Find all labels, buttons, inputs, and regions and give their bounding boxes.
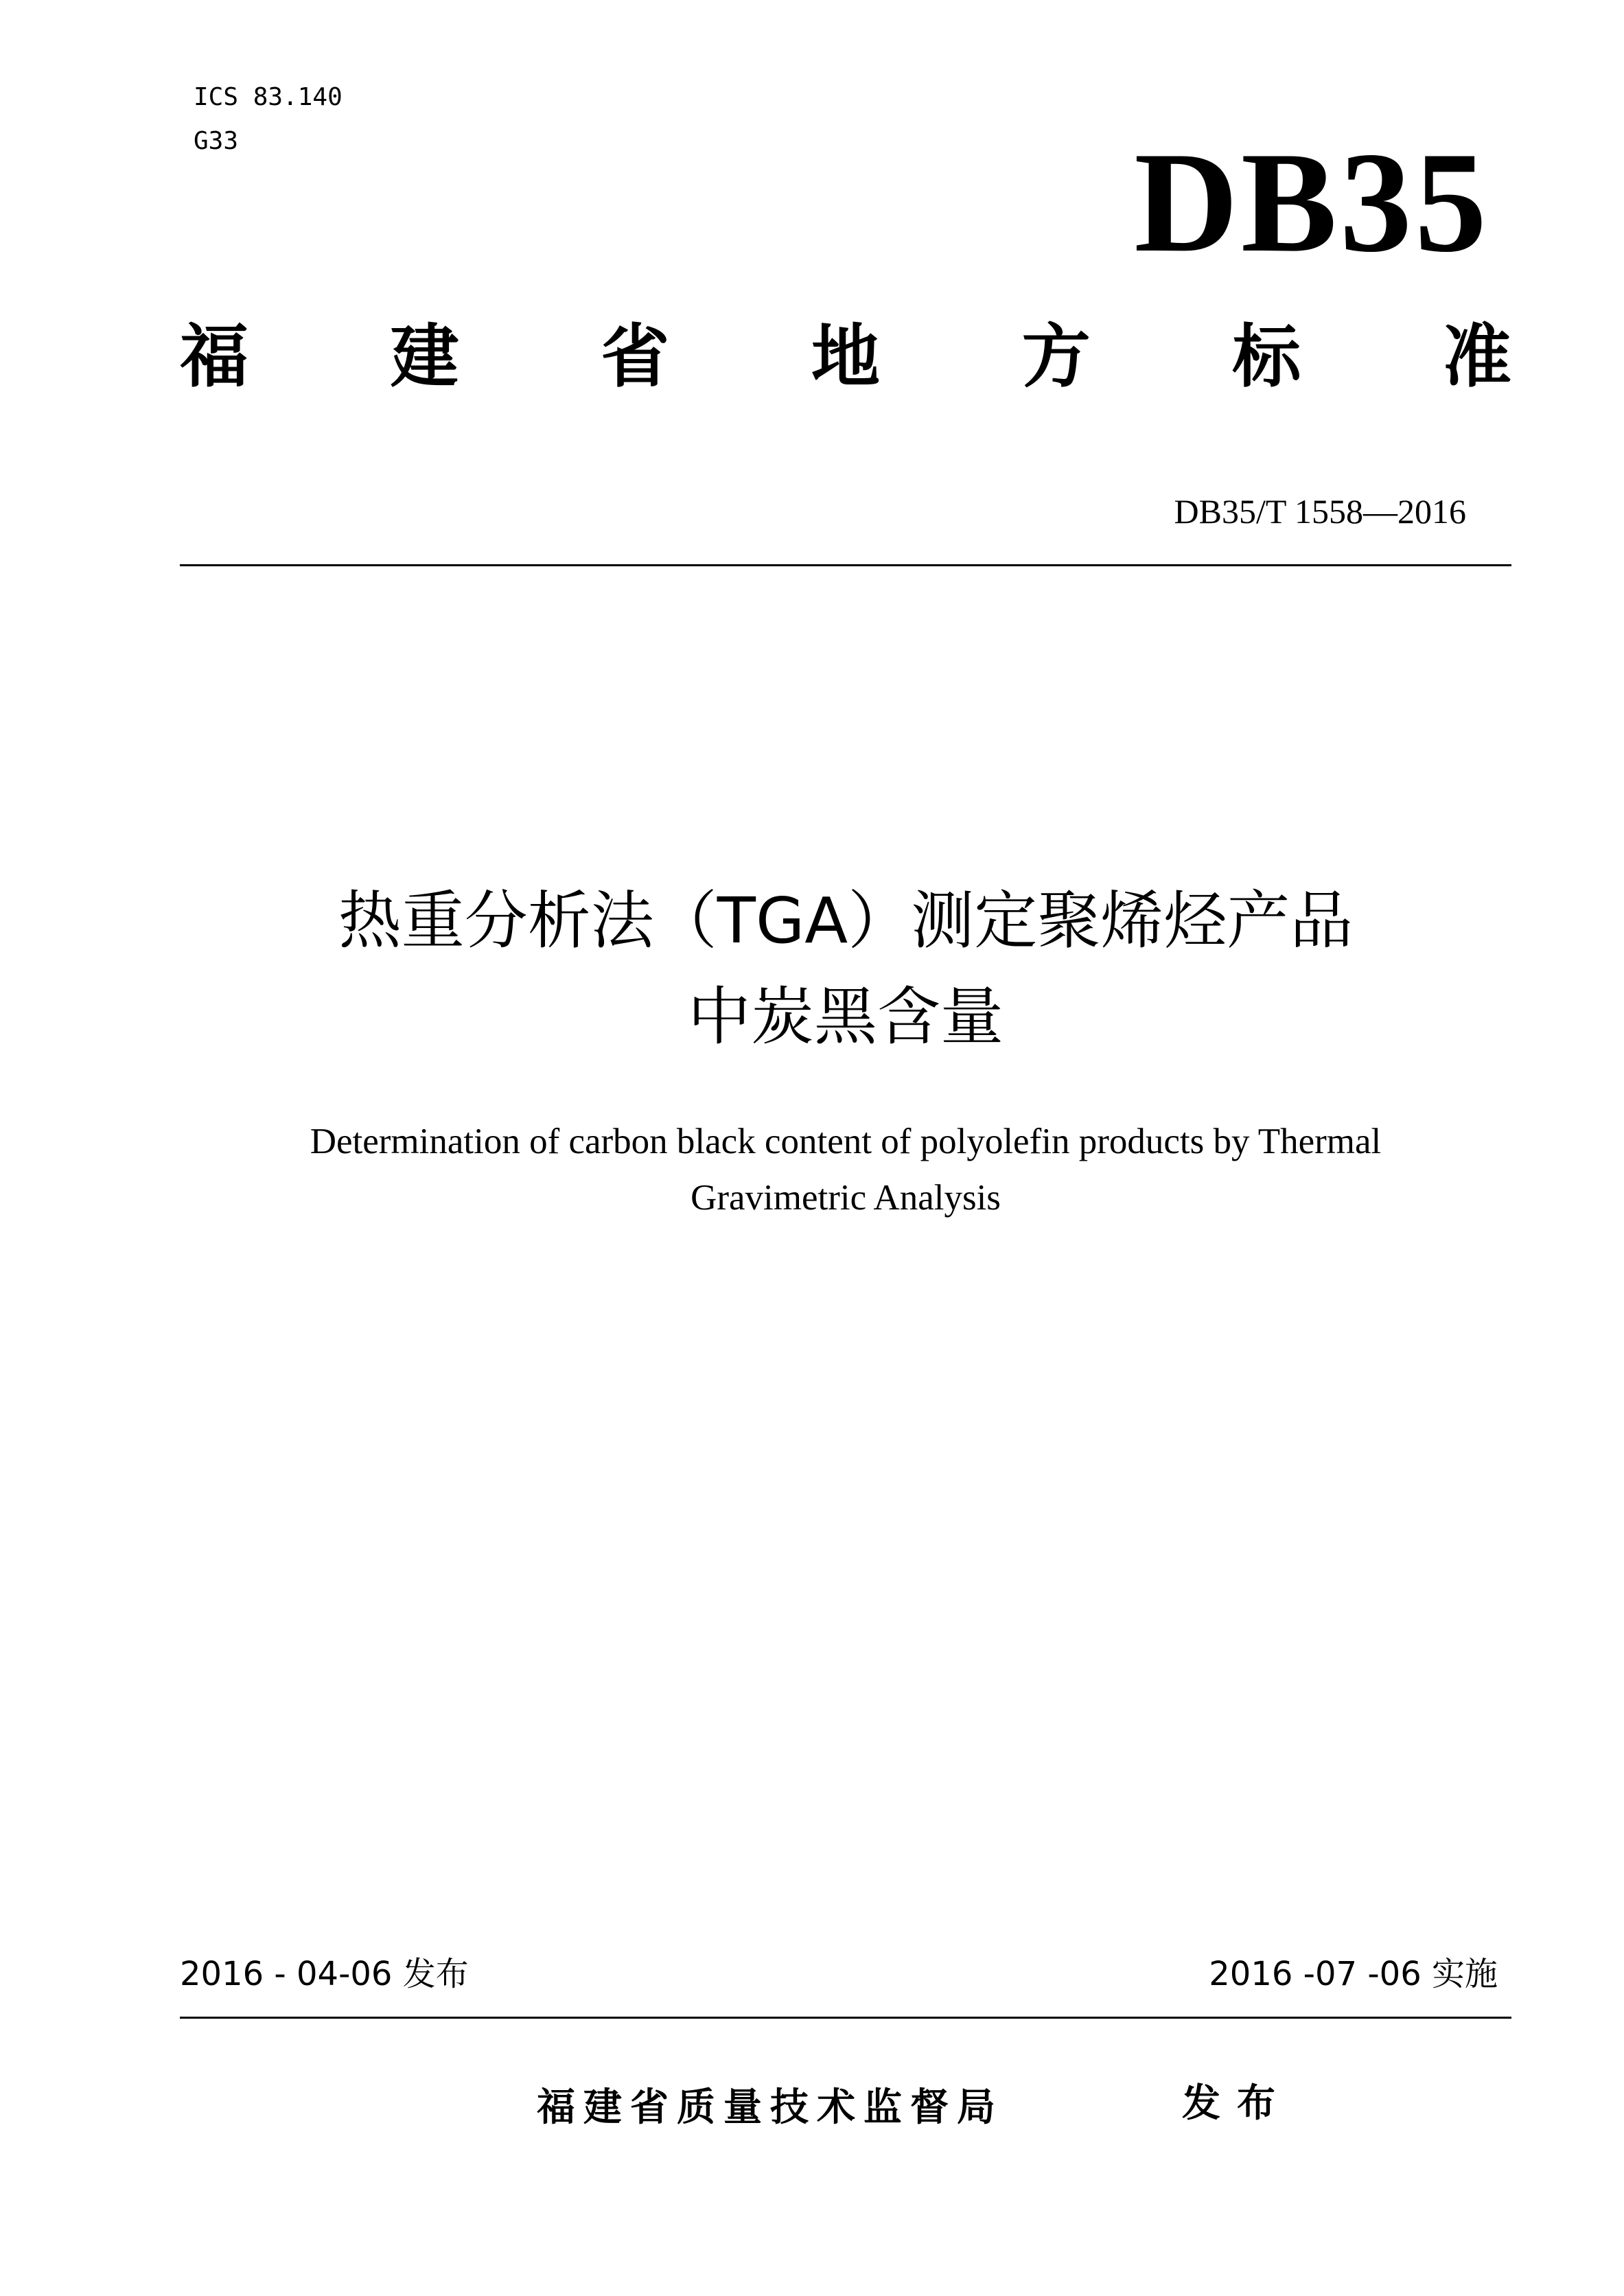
chinese-title-line-1: 热重分析法（TGA）测定聚烯烃产品 [338, 884, 1354, 958]
standard-type-char: 地 [811, 316, 880, 397]
standard-number: DB35/T 1558—2016 [1174, 492, 1466, 531]
publish-label: 发布 [1182, 2081, 1292, 2126]
standard-type-char: 标 [1232, 316, 1301, 397]
standard-type-char: 方 [1021, 316, 1091, 397]
implementation-date: 2016 -07 -06 实施 [1209, 1955, 1498, 1993]
standard-type-char: 准 [1442, 316, 1511, 397]
standard-type-char: 建 [390, 316, 459, 397]
bottom-divider [180, 2017, 1511, 2019]
standard-mark: DB35 [1134, 123, 1489, 282]
english-title-line-1: Determination of carbon black content of polyolefin products by Thermal [310, 1122, 1382, 1161]
publisher-name: 福建省质量技术监督局 [537, 2085, 1004, 2130]
issue-date: 2016 - 04-06 发布 [180, 1955, 469, 1993]
top-divider [180, 564, 1511, 566]
ccs-code: G33 [194, 127, 239, 155]
standard-type-char: 省 [601, 316, 670, 397]
standard-type-char: 福 [180, 316, 248, 397]
english-title-line-2: Gravimetric Analysis [691, 1178, 1001, 1218]
standard-type-heading [180, 316, 1511, 398]
chinese-title-line-2: 中炭黑含量 [687, 980, 1004, 1054]
ics-code: ICS 83.140 [194, 83, 343, 111]
